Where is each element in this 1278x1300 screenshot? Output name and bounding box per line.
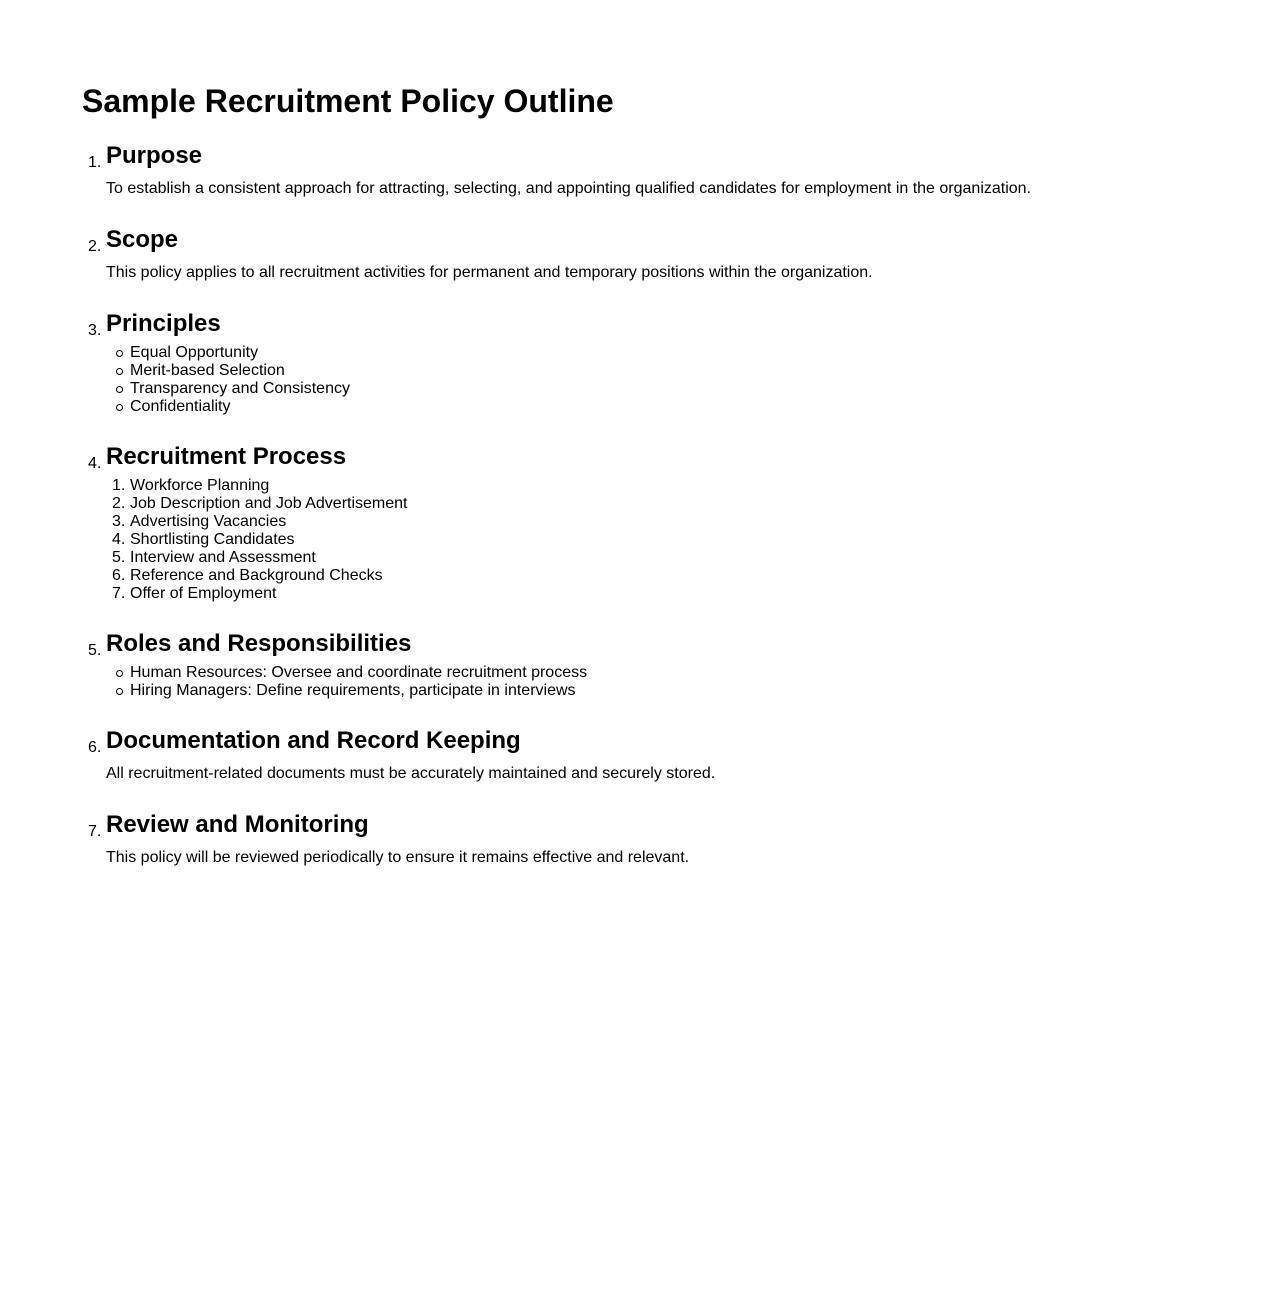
page-title: Sample Recruitment Policy Outline	[82, 83, 614, 119]
step-label: Job Description and Job Advertisement	[130, 495, 408, 512]
section-list	[82, 142, 1196, 867]
section-text: This policy will be reviewed periodically to ensure it remains effective and relevant.	[106, 849, 690, 866]
step-label: Workforce Planning	[130, 477, 270, 494]
circle-bullet-icon	[116, 670, 123, 677]
circle-bullet-icon	[116, 688, 123, 695]
step-label: Reference and Background Checks	[130, 567, 383, 584]
section-principles	[88, 310, 1196, 443]
step-number: 6.	[112, 567, 126, 584]
section-purpose	[88, 142, 1196, 226]
section-number: 4.	[88, 455, 102, 472]
list-item-text: Transparency and Consistency	[130, 380, 350, 397]
section-review	[88, 811, 1196, 867]
circle-bullet-icon	[116, 404, 123, 411]
list-item-text: Human Resources: Oversee and coordinate recruitment process	[130, 664, 588, 681]
circle-bullet-icon	[116, 368, 123, 375]
step-label: Advertising Vacancies	[130, 513, 287, 530]
section-documentation	[88, 727, 1196, 811]
roles-list	[106, 664, 1196, 700]
section-scope	[88, 226, 1196, 310]
step-item	[112, 477, 1196, 495]
list-item-text: Equal Opportunity	[130, 344, 259, 361]
section-number: 2.	[88, 238, 102, 255]
list-item-text: Confidentiality	[130, 398, 231, 415]
list-item	[130, 664, 1196, 682]
process-steps-list	[106, 477, 1196, 603]
step-number: 7.	[112, 585, 126, 602]
list-item	[130, 362, 1196, 380]
step-number: 1.	[112, 477, 126, 494]
step-label: Shortlisting Candidates	[130, 531, 295, 548]
section-number: 7.	[88, 823, 102, 840]
section-text: To establish a consistent approach for attracting, selecting, and appointing qualified candidates for employment in the organization.	[106, 180, 1032, 197]
step-label: Interview and Assessment	[130, 549, 316, 566]
list-item	[130, 344, 1196, 362]
section-number: 1.	[88, 154, 102, 171]
section-recruitment-process	[88, 443, 1196, 630]
step-item	[112, 495, 1196, 513]
step-number: 2.	[112, 495, 126, 512]
section-heading: Roles and Responsibilities	[106, 630, 412, 657]
step-item	[112, 549, 1196, 567]
section-text: All recruitment-related documents must be accurately maintained and securely stored.	[106, 765, 716, 782]
list-item-text: Hiring Managers: Define requirements, participate in interviews	[130, 682, 576, 699]
circle-bullet-icon	[116, 350, 123, 357]
list-item	[130, 398, 1196, 416]
section-heading: Recruitment Process	[106, 443, 347, 470]
section-heading: Scope	[106, 226, 179, 253]
section-text: This policy applies to all recruitment activities for permanent and temporary positions within the organization.	[106, 264, 873, 281]
step-item	[112, 585, 1196, 603]
section-number: 6.	[88, 739, 102, 756]
step-item	[112, 513, 1196, 531]
step-label: Offer of Employment	[130, 585, 277, 602]
section-number: 5.	[88, 642, 102, 659]
section-heading: Purpose	[106, 142, 203, 169]
list-item	[130, 380, 1196, 398]
section-number: 3.	[88, 322, 102, 339]
section-heading: Documentation and Record Keeping	[106, 727, 521, 754]
circle-bullet-icon	[116, 386, 123, 393]
list-item-text: Merit-based Selection	[130, 362, 285, 379]
step-number: 4.	[112, 531, 126, 548]
step-number: 3.	[112, 513, 126, 530]
step-item	[112, 531, 1196, 549]
section-heading: Principles	[106, 310, 221, 337]
list-item	[130, 682, 1196, 700]
principles-list	[106, 344, 1196, 416]
section-heading: Review and Monitoring	[106, 811, 369, 838]
section-roles	[88, 630, 1196, 727]
step-item	[112, 567, 1196, 585]
step-number: 5.	[112, 549, 126, 566]
